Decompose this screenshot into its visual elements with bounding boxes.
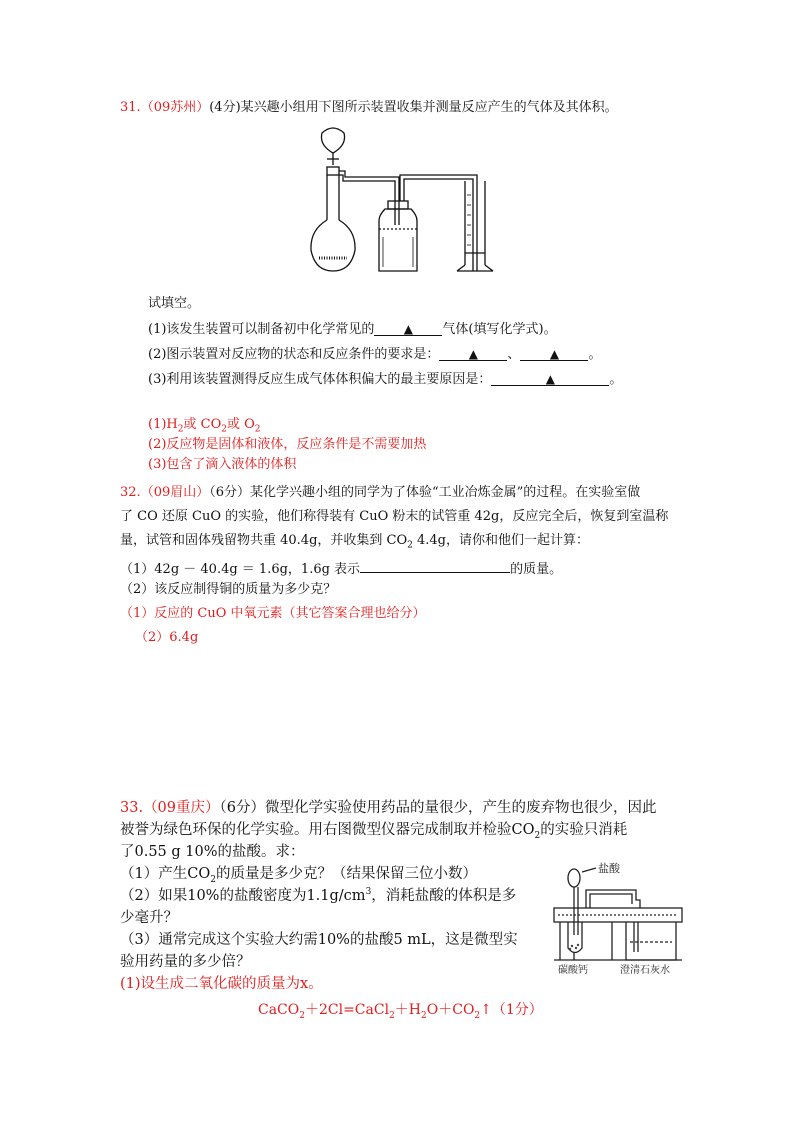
q32-answer1: （1）反应的 CuO 中氧元素（其它答案合理也给分） <box>120 606 426 621</box>
subscript: 2 <box>407 540 413 551</box>
q33-item3-line1: （3）通常完成这个实验大约需10%的盐酸5 mL，这是微型实 <box>120 932 518 948</box>
q31-item1 <box>148 320 557 339</box>
q31-answer1 <box>148 416 261 434</box>
subscript: 2 <box>177 424 184 435</box>
q33-stem-line2 <box>120 819 627 841</box>
q33-item1-end: 的质量是多少克？（结果保留三位小数） <box>215 866 477 882</box>
triangle-marker-icon: ▲ <box>545 372 556 386</box>
subscript: 2 <box>534 830 541 841</box>
triangle-marker-icon: ▲ <box>549 347 560 361</box>
q33-item2-text: （2）如果10%的盐酸密度为1.1g/cm <box>120 888 366 904</box>
subscript: 2 <box>421 1010 427 1021</box>
q31-stem-line <box>120 99 618 117</box>
q32-item1-text: （1）42g － 40.4g ＝ 1.6g，1.6g 表示 <box>120 562 361 577</box>
q32-stem3-text: 量，试管和固体残留物共重 40.4g，并收集到 CO <box>120 533 408 548</box>
fig-label-acid: 盐酸 <box>598 862 620 875</box>
equation-part: O＋CO <box>426 1002 475 1018</box>
q31-item3 <box>148 370 622 389</box>
fig-label-caco3: 碳酸钙 <box>558 965 588 975</box>
q33-stem2-text: 被誉为绿色环保的化学实验。用右图微型仪器完成制取并检验CO <box>120 822 535 838</box>
subscript: 2 <box>254 424 261 435</box>
q32-answer2: （2）6.4g <box>135 630 199 645</box>
q31-item2-text: (2)图示装置对反应物的状态和反应条件的要求是： <box>148 347 440 362</box>
q32-item1-end: 的质量。 <box>510 562 563 577</box>
q33-item3-line2: 验用药量的多少倍？ <box>120 954 251 970</box>
subscript: 2 <box>210 874 216 885</box>
q31-item2-sep: 、 <box>507 347 521 362</box>
q33-stem-line3: 了0.55 g 10%的盐酸。求： <box>120 844 305 860</box>
q33-number: 33. <box>120 800 144 816</box>
equation-part: ＋2Cl=CaCl <box>304 1002 390 1018</box>
q31-item3-end: 。 <box>609 372 623 387</box>
q31-number: 31. <box>120 100 141 115</box>
q32-source: （09眉山） <box>140 485 210 500</box>
q31-source: （09苏州） <box>140 100 210 115</box>
q33-stem2-end: 的实验只消耗 <box>540 822 628 838</box>
q33-answer-line1: (1)设生成二氧化碳的质量为x。 <box>120 976 323 992</box>
q33-item2-line1 <box>120 885 516 907</box>
subscript: 2 <box>299 1010 305 1021</box>
q31-answer1-h: (1)H <box>148 417 178 432</box>
subscript: 2 <box>389 1010 395 1021</box>
q31-item2-end: 。 <box>588 347 602 362</box>
q31-apparatus-figure <box>305 125 495 275</box>
fig-label-limewater: 澄清石灰水 <box>620 965 670 975</box>
subscript: 2 <box>474 1010 481 1021</box>
equation-part: ＋H <box>394 1002 422 1018</box>
q32-blank1[interactable] <box>360 557 510 573</box>
q31-answer1-o: 或 O <box>226 417 255 432</box>
q33-source: （09重庆） <box>143 800 220 816</box>
q33-stem-line1 <box>120 797 657 819</box>
q33-item2-line2: 少毫升？ <box>120 910 178 926</box>
q31-item1-end: 气体(填写化学式)。 <box>442 322 557 337</box>
q31-item1-text: (1)该发生装置可以制备初中化学常见的 <box>148 322 375 337</box>
q33-item1-text: （1）产生CO <box>120 866 211 882</box>
triangle-marker-icon: ▲ <box>468 347 479 361</box>
equation-part: CaCO <box>258 1002 300 1018</box>
q31-blank1[interactable] <box>374 320 442 336</box>
q32-number: 32. <box>120 485 141 500</box>
q31-blank2a[interactable] <box>439 345 507 361</box>
q33-stem1: （6分）微型化学实验使用药品的量很少，产生的废弃物也很少，因此 <box>219 800 657 816</box>
triangle-marker-icon: ▲ <box>403 322 414 336</box>
q31-fill-prompt: 试填空。 <box>148 296 201 311</box>
q32-stem3-end: 4.4g，请你和他们一起计算： <box>412 533 590 548</box>
q33-equation <box>258 1001 543 1019</box>
q33-micro-apparatus-figure <box>548 860 688 975</box>
q31-answer2: (2)反应物是固体和液体，反应条件是不需要加热 <box>148 437 427 452</box>
q31-stem: (4分)某兴趣小组用下图所示装置收集并测量反应产生的气体及其体积。 <box>209 100 618 115</box>
q31-answer1-co: 或 CO <box>183 417 222 432</box>
subscript: 2 <box>221 424 227 435</box>
q31-answer3: (3)包含了滴入液体的体积 <box>148 457 297 472</box>
q32-item2: （2）该反应制得铜的质量为多少克？ <box>120 582 337 597</box>
q31-blank3[interactable] <box>491 370 609 386</box>
q32-stem-line1 <box>120 484 640 502</box>
q32-item1 <box>120 557 562 579</box>
q33-item1 <box>120 863 477 885</box>
equation-part: ↑（1分） <box>480 1002 543 1018</box>
superscript: 3 <box>365 887 372 898</box>
q33-item2-end: ，消耗盐酸的体积是多 <box>371 888 517 904</box>
q31-item2 <box>148 345 601 364</box>
q32-stem1: （6分）某化学兴趣小组的同学为了体验“工业冶炼金属”的过程。在实验室做 <box>209 485 641 500</box>
q31-blank2b[interactable] <box>520 345 588 361</box>
q32-stem-line3 <box>120 532 589 550</box>
q31-item3-text: (3)利用该装置测得反应生成气体体积偏大的最主要原因是： <box>148 372 492 387</box>
q32-stem-line2: 了 CO 还原 CuO 的实验，他们称得装有 CuO 粉末的试管重 42g，反应完全后，恢复到室温称 <box>120 509 669 524</box>
